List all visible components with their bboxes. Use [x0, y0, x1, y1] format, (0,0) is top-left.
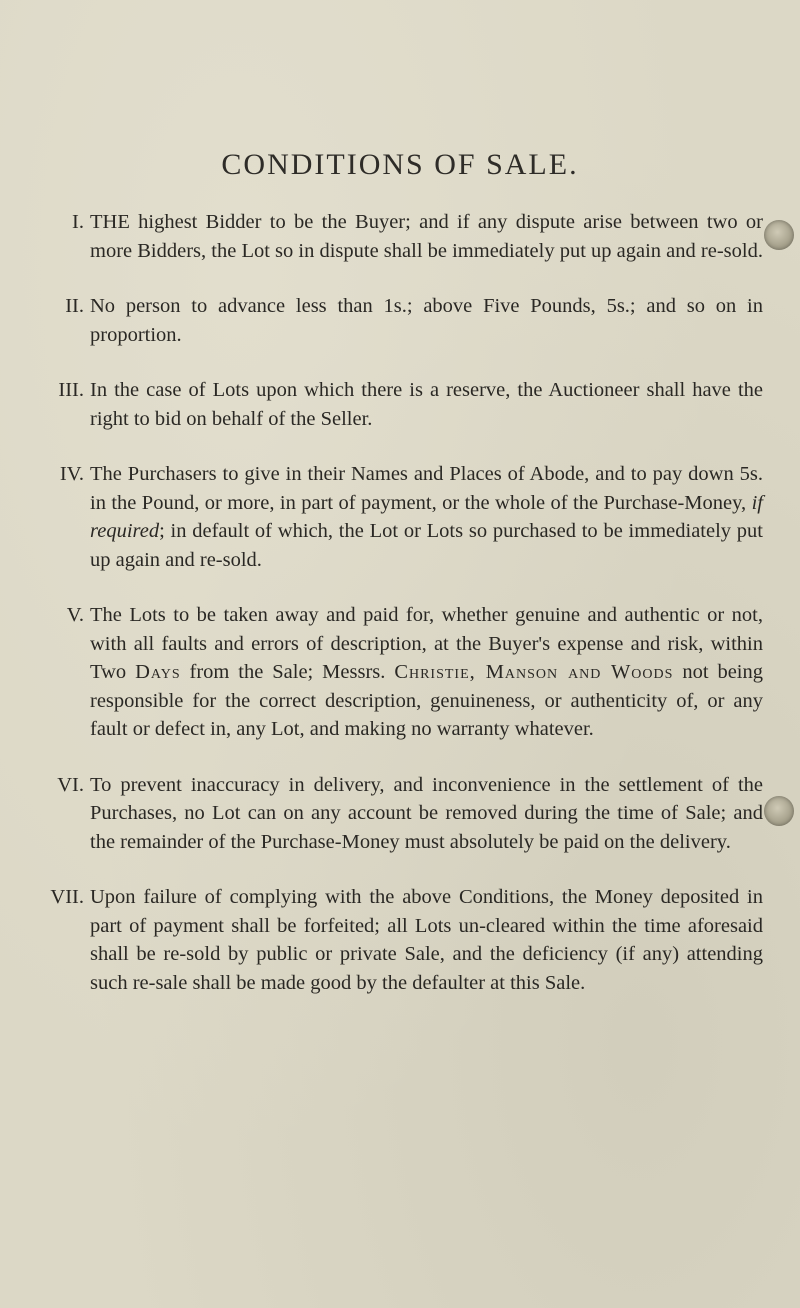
auction-house-name: Christie, Manson and Woods — [394, 661, 674, 683]
clause-numeral: II. — [65, 295, 84, 317]
clause-text: Upon failure of complying with the above Conditions, the Money deposited in part of payment shall be forfeited; all Lots un-cleared within the time aforesaid shall be re-sold by public or private Sale, and the deficiency (if any) attending such re-sale shall be made good by the defaulter at this Sale. — [90, 886, 763, 994]
page-title: CONDITIONS OF SALE. — [221, 148, 579, 181]
clause-text-part: ; in default of which, the Lot or Lots so purchased to be immediately put up again and re-sold. — [90, 520, 763, 571]
clause-text-part: The Purchasers to give in their Names and Places of Abode, and to pay down 5s. in the Pound, or more, in part of payment, or the whole of the Purchase-Money, — [90, 463, 763, 514]
clause-numeral: V. — [66, 604, 84, 626]
clause-text-part: not being responsible for the correct description, genuineness, or authenticity of, or any fault or defect in, any Lot, and making no warranty whatever. — [90, 661, 764, 740]
clause-text: No person to advance less than 1s.; above Five Pounds, 5s.; and so on in proportion. — [90, 295, 763, 346]
clause-numeral: IV. — [59, 463, 84, 485]
conditions-list — [18, 208, 763, 1024]
clause-numeral: III. — [58, 379, 84, 401]
clause-italic-text: if required — [90, 491, 763, 542]
clause-text — [90, 604, 763, 740]
clause-numeral: I. — [72, 211, 84, 233]
clause-text: THE highest Bidder to be the Buyer; and if any dispute arise between two or more Bidders, the Lot so in dispute shall be immediately put up again and re-sold. — [90, 211, 763, 262]
clause-5 — [18, 601, 763, 744]
clause-3 — [18, 376, 763, 433]
clause-1 — [18, 208, 763, 265]
clause-2 — [18, 292, 763, 349]
binding-hole — [764, 796, 794, 826]
clause-4 — [18, 460, 763, 574]
clause-7 — [18, 883, 763, 997]
clause-text-part: The Lots to be taken away and paid for, whether genuine and authentic or not, with all faults and errors of description, at the Buyer's expense and risk, within Two — [90, 604, 763, 683]
clause-text-part: from the Sale; Messrs. — [180, 661, 395, 683]
clause-text: In the case of Lots upon which there is a reserve, the Auctioneer shall have the right to bid on behalf of the Seller. — [90, 379, 763, 430]
binding-hole — [764, 220, 794, 250]
clause-smallcaps-text: Days — [135, 661, 181, 683]
clause-text: To prevent inaccuracy in delivery, and inconvenience in the settlement of the Purchases, no Lot can on any account be removed during the time of Sale; and the remainder of the Purchase-Money must absolutely be paid on the delivery. — [90, 773, 763, 853]
clause-numeral: VII. — [50, 886, 84, 908]
clause-text — [90, 463, 763, 571]
clause-6 — [18, 771, 763, 857]
clause-numeral: VI. — [57, 773, 84, 796]
